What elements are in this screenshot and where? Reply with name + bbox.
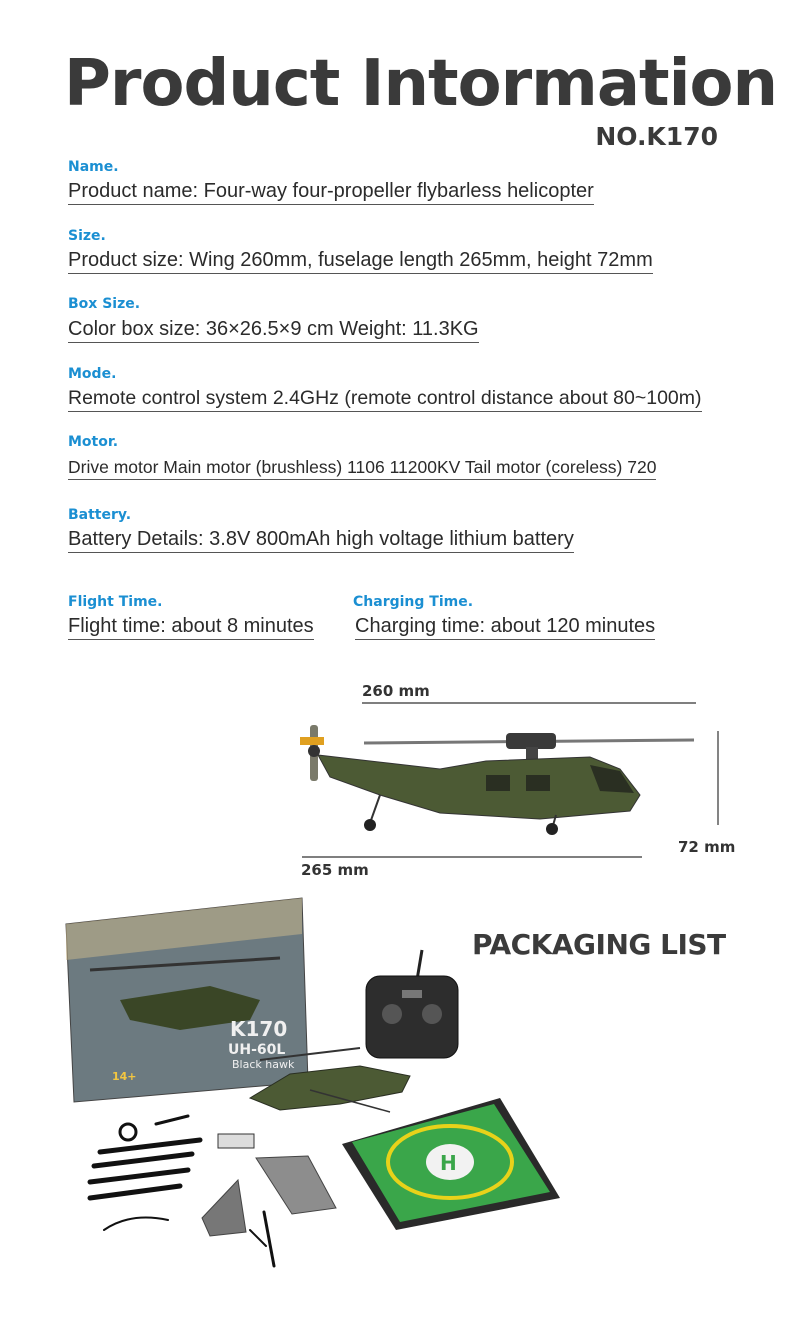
spec-box-size-label: Box Size. [68,296,141,312]
length-dimension-label: 265 mm [301,861,369,879]
box-age-text: 14+ [112,1070,137,1083]
spec-charging-time-label: Charging Time. [353,594,474,610]
spec-motor-value: Drive motor Main motor (brushless) 1106 11200KV Tail motor (coreless) 720 [68,457,656,480]
spec-battery-value: Battery Details: 3.8V 800mAh high voltage lithium battery [68,528,574,553]
spec-mode-value: Remote control system 2.4GHz (remote control distance about 80~100m) [68,387,702,412]
spec-size-value: Product size: Wing 260mm, fuselage length 265mm, height 72mm [68,249,653,274]
helicopter-dimension-diagram [290,695,750,865]
retail-box-icon [66,898,308,1102]
box-variant-text: UH-60L [228,1042,286,1058]
spec-flight-time-label: Flight Time. [68,594,163,610]
box-model-text: K170 [230,1017,288,1041]
remote-controller-icon [366,950,458,1058]
spec-mode-label: Mode. [68,366,117,382]
box-name-text: Black hawk [232,1058,295,1071]
wing-dimension-label: 260 mm [362,682,430,700]
packaging-list-title: PACKAGING LIST [472,928,726,961]
spec-box-size-value: Color box size: 36×26.5×9 cm Weight: 11.3KG [68,318,479,343]
spec-name-value: Product name: Four-way four-propeller flybarless helicopter [68,180,594,205]
spec-size-label: Size. [68,228,106,244]
model-number: NO.K170 [595,122,718,151]
spec-name-label: Name. [68,159,119,175]
packaging-contents-illustration [60,890,740,1330]
spec-battery-label: Battery. [68,507,132,523]
height-dimension-label: 72 mm [678,838,736,856]
accessories-icon [90,1116,336,1266]
svg-text:H: H [440,1151,457,1175]
page-title: Product Intormation [64,47,778,121]
landing-pad-icon [342,1098,560,1230]
spec-motor-label: Motor. [68,434,119,450]
helicopter-side-icon [300,725,694,835]
spec-flight-time-value: Flight time: about 8 minutes [68,615,314,640]
spec-charging-time-value: Charging time: about 120 minutes [355,615,655,640]
